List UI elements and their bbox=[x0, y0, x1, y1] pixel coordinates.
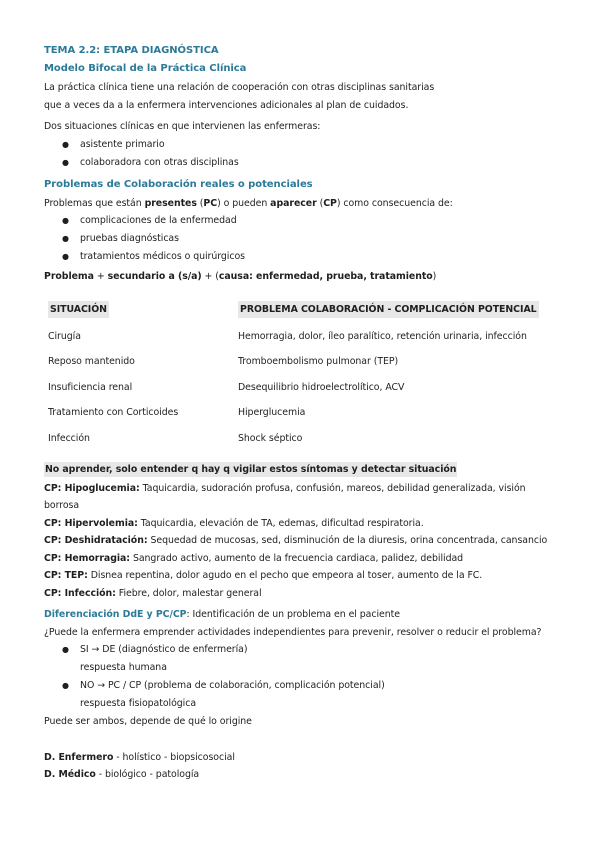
document-content bbox=[44, 44, 560, 784]
difer-bullet1-sub: respuesta humana bbox=[80, 662, 167, 673]
list-item: ● pruebas diagnósticas bbox=[62, 230, 560, 248]
table-row bbox=[44, 324, 560, 350]
list-item: ● asistente primario bbox=[62, 136, 560, 154]
table-row bbox=[44, 375, 560, 401]
table-cell: Hiperglucemia bbox=[238, 407, 306, 419]
symptom-infeccion: CP: Infección: Fiebre, dolor, malestar general bbox=[44, 587, 262, 599]
colab-intro: Problemas que están presentes (PC) o pueden aparecer (CP) como consecuencia de: bbox=[44, 197, 453, 209]
difer-question: ¿Puede la enfermera emprender actividades independientes para prevenir, resolver o reducir el problema? bbox=[44, 626, 542, 638]
table-cell: Tromboembolismo pulmonar (TEP) bbox=[238, 356, 399, 368]
table-header-situation: SITUACIÓN bbox=[44, 296, 234, 324]
table-cell: Infección bbox=[48, 432, 90, 444]
difer-both: Puede ser ambos, depende de qué lo origine bbox=[44, 716, 252, 727]
bifocal-paragraph-line-2: que a veces da a la enfermera intervenciones adicionales al plan de cuidados. bbox=[44, 99, 409, 111]
list-item: ● NO → PC / CP (problema de colaboración, complicación potencial) bbox=[62, 677, 560, 695]
table-row bbox=[44, 426, 560, 452]
table-cell: Tratamiento con Corticoides bbox=[48, 407, 179, 419]
difer-heading: Diferenciación DdE y PC/CP: Identificación de un problema en el paciente bbox=[44, 609, 400, 620]
role-enfermero: D. Enfermero - holístico - biopsicosocial bbox=[44, 751, 235, 763]
table-row bbox=[44, 400, 560, 426]
difer-bullet2-sub: respuesta fisiopatológica bbox=[80, 698, 197, 709]
bifocal-situations-intro: Dos situaciones clínicas en que intervienen las enfermeras: bbox=[44, 121, 321, 132]
symptom-deshidratacion: CP: Deshidratación: Sequedad de mucosas, sed, disminución de la diuresis, orina concentrada, cansancio bbox=[44, 535, 548, 546]
symptom-tep: CP: TEP: Disnea repentina, dolor agudo en el pecho que empeora al toser, aumento de la FC. bbox=[44, 570, 483, 581]
colab-formula: Problema + secundario a (s/a) + (causa: enfermedad, prueba, tratamiento) bbox=[44, 271, 437, 282]
symptoms-note: No aprender, solo entender q hay q vigilar estos síntomas y detectar situación bbox=[45, 464, 457, 475]
table-cell: Shock séptico bbox=[238, 432, 303, 444]
bifocal-list bbox=[44, 136, 560, 172]
table-header-row bbox=[44, 296, 560, 324]
table-header-problem: PROBLEMA COLABORACIÓN - COMPLICACIÓN POTENCIAL bbox=[234, 296, 560, 324]
symptom-hipoglucemia: CP: Hipoglucemia: Taquicardia, sudoración profusa, confusión, mareos, debilidad generalizada, visión bbox=[44, 482, 526, 494]
difer-list-2 bbox=[44, 677, 560, 695]
colab-list bbox=[44, 212, 560, 266]
table-cell: Hemorragia, dolor, íleo paralítico, retención urinaria, infección bbox=[238, 330, 527, 342]
table-row bbox=[44, 349, 560, 375]
bifocal-paragraph-line-1: La práctica clínica tiene una relación de cooperación con otras disciplinas sanitarias bbox=[44, 82, 435, 93]
table-cell: Desequilibrio hidroelectrolítico, ACV bbox=[238, 381, 405, 393]
table-cell: Cirugía bbox=[48, 330, 81, 342]
symptom-hipervolemia: CP: Hipervolemia: Taquicardia, elevación de TA, edemas, dificultad respiratoria. bbox=[44, 517, 424, 529]
bifocal-heading: Modelo Bifocal de la Práctica Clínica bbox=[44, 63, 247, 74]
colab-heading: Problemas de Colaboración reales o potenciales bbox=[44, 178, 313, 190]
difer-list bbox=[44, 641, 560, 659]
situations-table bbox=[44, 296, 560, 452]
list-item: ● SI → DE (diagnóstico de enfermería) bbox=[62, 641, 560, 659]
symptom-hipoglucemia-cont: borrosa bbox=[44, 500, 80, 511]
list-item: ● complicaciones de la enfermedad bbox=[62, 212, 560, 230]
symptom-hemorragia: CP: Hemorragia: Sangrado activo, aumento de la frecuencia cardiaca, palidez, debilidad bbox=[44, 552, 464, 564]
page-title: TEMA 2.2: ETAPA DIAGNÓSTICA bbox=[44, 45, 219, 56]
list-item: ● tratamientos médicos o quirúrgicos bbox=[62, 248, 560, 266]
table-cell: Insuficiencia renal bbox=[48, 381, 133, 393]
role-medico: D. Médico - biológico - patología bbox=[44, 769, 200, 780]
list-item: ● colaboradora con otras disciplinas bbox=[62, 154, 560, 172]
table-cell: Reposo mantenido bbox=[48, 356, 135, 368]
